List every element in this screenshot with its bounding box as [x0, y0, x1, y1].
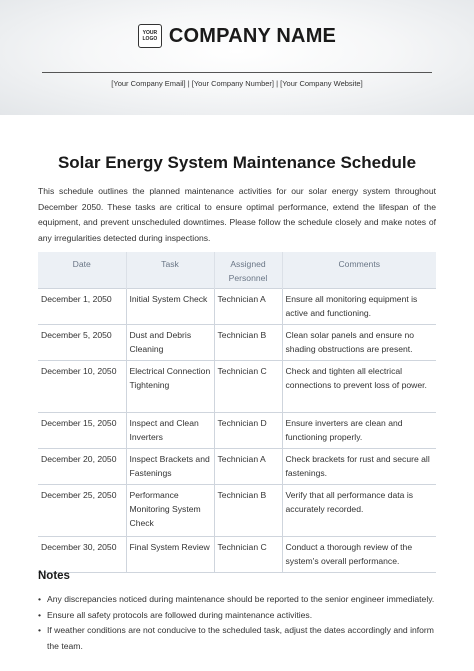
cell-date: December 5, 2050 [38, 325, 126, 361]
cell-task: Inspect Brackets and Fastenings [126, 449, 214, 485]
cell-task: Final System Review [126, 537, 214, 573]
note-item: • Any discrepancies noticed during maintenance should be reported to the senior engineer immediately. [38, 592, 438, 608]
note-item: • If weather conditions are not conducive to the scheduled task, adjust the dates accordingly and inform the team. [38, 623, 438, 654]
company-logo [138, 24, 162, 48]
table-row [38, 449, 436, 485]
cell-task: Inspect and Clean Inverters [126, 413, 214, 449]
intro-paragraph: This schedule outlines the planned maintenance activities for our solar energy system throughout December 2050. These tasks are critical to ensure optimal performance, extend the lifespan of the equipment, and prevent unscheduled downtimes. Please follow the schedule closely and make notes of any irregularities detected during inspections. [38, 186, 436, 243]
column-header-task: Task [126, 252, 214, 289]
cell-personnel: Technician B [214, 485, 282, 537]
header-divider [42, 72, 432, 73]
cell-task: Electrical Connection Tightening [126, 361, 214, 413]
cell-personnel: Technician C [214, 537, 282, 573]
table-row [38, 289, 436, 325]
table-row [38, 485, 436, 537]
cell-comments: Conduct a thorough review of the system's overall performance. [282, 537, 436, 573]
cell-task: Dust and Debris Cleaning [126, 325, 214, 361]
column-header-comments: Comments [282, 252, 436, 289]
table-row [38, 325, 436, 361]
company-contact-line: [Your Company Email] | [Your Company Number] | [Your Company Website] [111, 79, 363, 88]
company-header [0, 24, 474, 48]
cell-personnel: Technician D [214, 413, 282, 449]
table-header-row [38, 252, 436, 289]
logo-line-1: YOUR [142, 30, 158, 36]
cell-date: December 1, 2050 [38, 289, 126, 325]
cell-comments: Ensure inverters are clean and functioning properly. [282, 413, 436, 449]
cell-personnel: Technician A [214, 449, 282, 485]
note-item: • Ensure all safety protocols are followed during maintenance activities. [38, 608, 438, 624]
cell-task: Performance Monitoring System Check [126, 485, 214, 537]
cell-personnel: Technician B [214, 325, 282, 361]
cell-personnel: Technician C [214, 361, 282, 413]
document-title: Solar Energy System Maintenance Schedule [57, 153, 417, 172]
table-row [38, 361, 436, 413]
cell-task: Initial System Check [126, 289, 214, 325]
company-name: COMPANY NAME [168, 24, 337, 47]
cell-date: December 20, 2050 [38, 449, 126, 485]
cell-comments: Clean solar panels and ensure no shading obstructions are present. [282, 325, 436, 361]
cell-comments: Ensure all monitoring equipment is active and functioning. [282, 289, 436, 325]
cell-date: December 15, 2050 [38, 413, 126, 449]
cell-date: December 30, 2050 [38, 537, 126, 573]
notes-heading: Notes [38, 570, 70, 582]
cell-comments: Check brackets for rust and secure all fastenings. [282, 449, 436, 485]
table-row [38, 413, 436, 449]
maintenance-schedule-table [38, 252, 436, 573]
column-header-date: Date [38, 252, 126, 289]
cell-date: December 10, 2050 [38, 361, 126, 413]
notes-list [38, 592, 438, 654]
table-row [38, 537, 436, 573]
logo-line-2: LOGO [142, 36, 158, 42]
cell-personnel: Technician A [214, 289, 282, 325]
cell-date: December 25, 2050 [38, 485, 126, 537]
cell-comments: Check and tighten all electrical connections to prevent loss of power. [282, 361, 436, 413]
column-header-assigned-personnel: Assigned Personnel [214, 252, 282, 289]
header-band [0, 0, 474, 115]
cell-comments: Verify that all performance data is accurately recorded. [282, 485, 436, 537]
